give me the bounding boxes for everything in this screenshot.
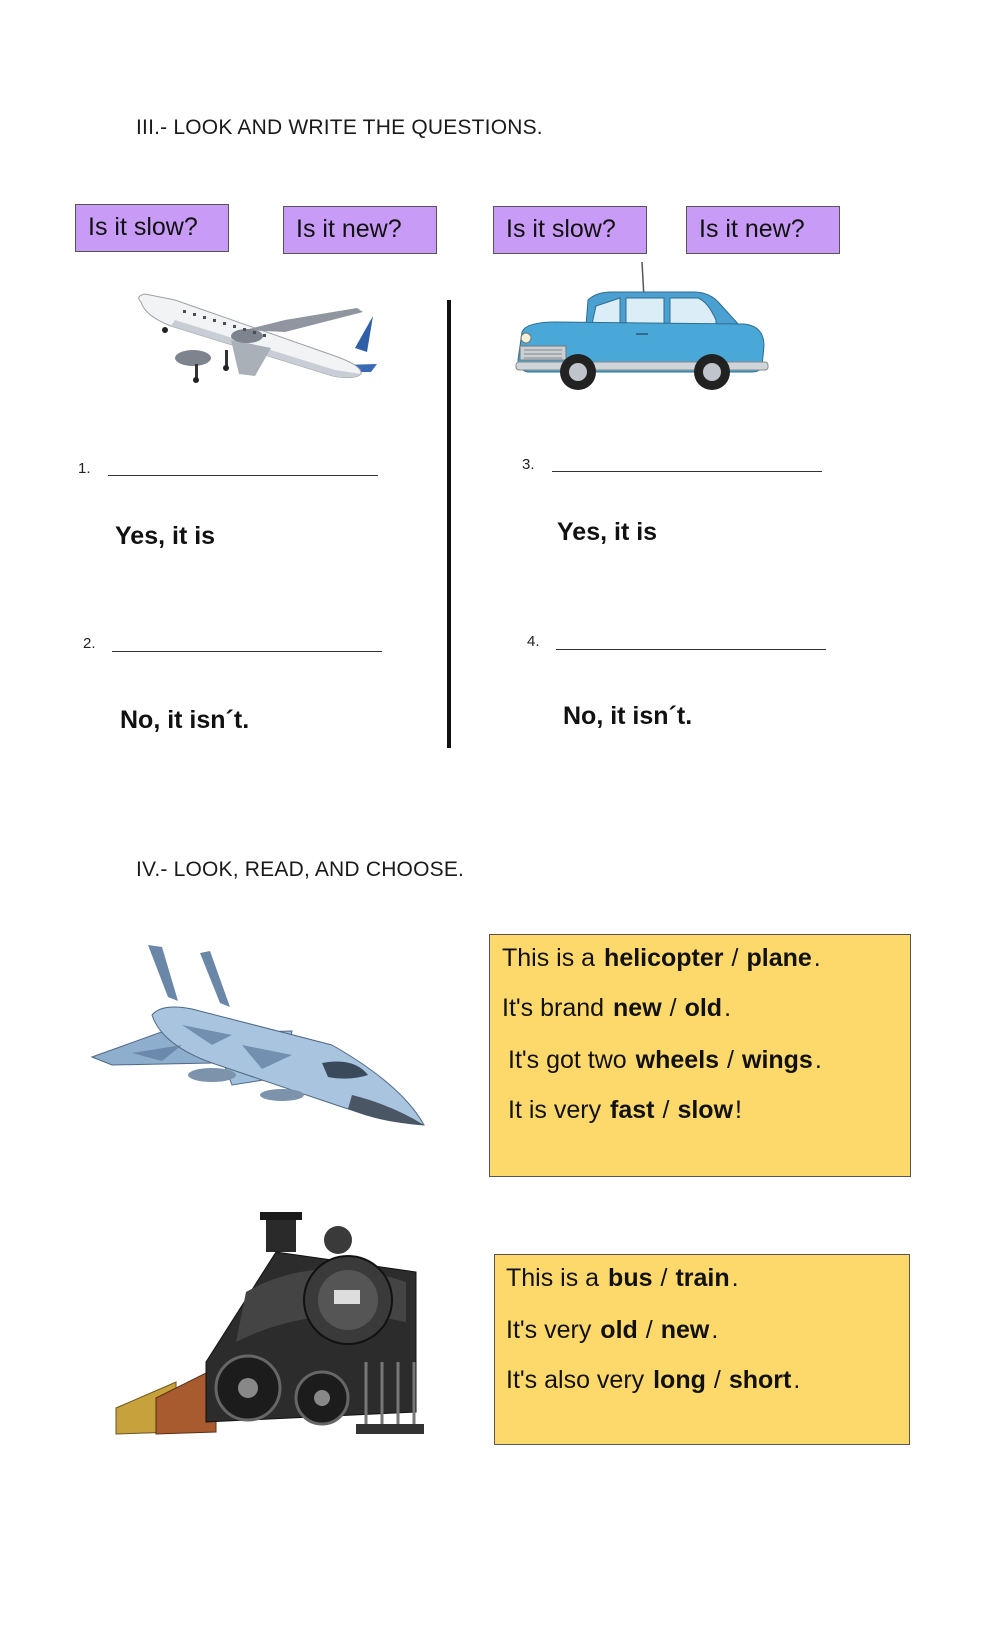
answer-4: No, it isn´t. — [563, 702, 693, 730]
question-number-4: 4. — [527, 633, 540, 650]
option-old-2[interactable]: old — [600, 1316, 638, 1344]
question-blank-2[interactable] — [112, 651, 382, 652]
option-train[interactable]: train — [675, 1264, 730, 1292]
answer-1: Yes, it is — [115, 522, 216, 550]
box2-line-3: It's also very long / short. — [506, 1366, 801, 1394]
option-old[interactable]: old — [684, 994, 723, 1022]
option-new[interactable]: new — [613, 994, 662, 1022]
question-number-1: 1. — [78, 460, 91, 477]
box2-line-1: This is a bus / train. — [506, 1264, 739, 1292]
option-long[interactable]: long — [653, 1366, 706, 1394]
option-fast[interactable]: fast — [610, 1096, 655, 1124]
chip-is-it-new-2[interactable]: Is it new? — [686, 206, 840, 254]
chip-is-it-slow-2[interactable]: Is it slow? — [493, 206, 647, 254]
question-blank-1[interactable] — [108, 475, 378, 476]
box1-line-3: It's got two wheels / wings. — [508, 1046, 822, 1074]
box1-line-1: This is a helicopter / plane. — [502, 944, 821, 972]
option-slow[interactable]: slow — [677, 1096, 734, 1124]
chip-is-it-slow-1[interactable]: Is it slow? — [75, 204, 229, 252]
classic-car-illustration — [516, 262, 768, 402]
fighter-jet-illustration — [92, 945, 427, 1135]
option-wings[interactable]: wings — [742, 1046, 813, 1074]
airliner-illustration — [135, 290, 380, 390]
section-4-heading: IV.- LOOK, READ, AND CHOOSE. — [136, 858, 465, 881]
option-helicopter[interactable]: helicopter — [604, 944, 724, 972]
option-short[interactable]: short — [728, 1366, 792, 1394]
box2-line-2: It's very old / new. — [506, 1316, 719, 1344]
section-3-heading: III.- LOOK AND WRITE THE QUESTIONS. — [136, 116, 543, 139]
chip-is-it-new-1[interactable]: Is it new? — [283, 206, 437, 254]
box1-line-4: It is very fast / slow! — [508, 1096, 742, 1124]
option-wheels[interactable]: wheels — [635, 1046, 720, 1074]
steam-train-illustration — [116, 1212, 426, 1444]
question-number-3: 3. — [522, 456, 535, 473]
answer-2: No, it isn´t. — [120, 706, 250, 734]
question-blank-3[interactable] — [552, 471, 822, 472]
question-blank-4[interactable] — [556, 649, 826, 650]
question-number-2: 2. — [83, 635, 96, 652]
answer-3: Yes, it is — [557, 518, 658, 546]
option-plane[interactable]: plane — [746, 944, 812, 972]
box1-line-2: It's brand new / old. — [502, 994, 732, 1022]
option-bus[interactable]: bus — [608, 1264, 653, 1292]
option-new-2[interactable]: new — [660, 1316, 710, 1344]
column-divider — [447, 300, 451, 748]
